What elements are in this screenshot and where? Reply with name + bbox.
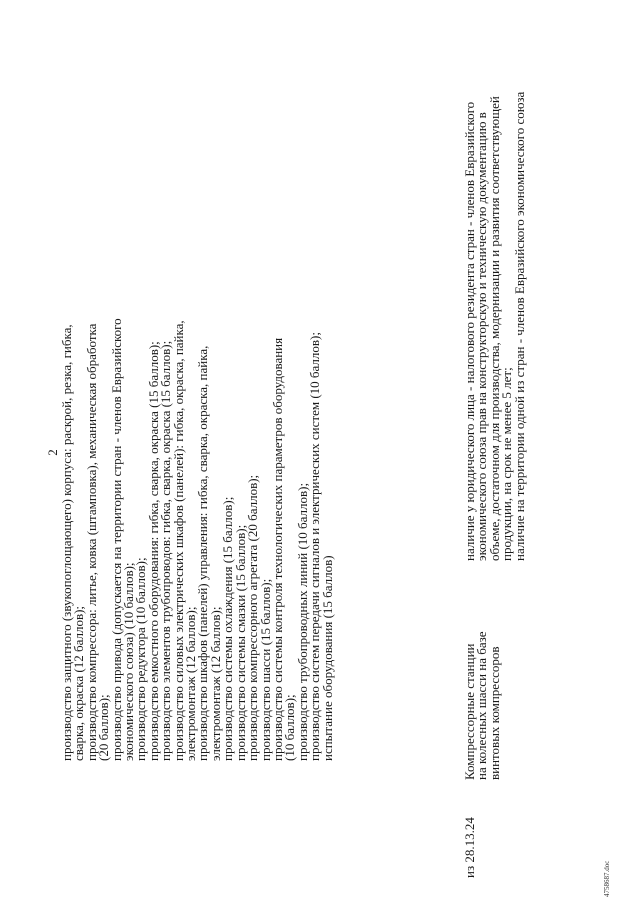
requirement-line: производство защитного (звукопоглощающего) корпуса: раскрой, резка, гибка,: [59, 324, 74, 761]
requirement-line: производство трубопроводных линий (10 баллов);: [294, 482, 310, 761]
requirement-line: производство силовых электрических шкафов (панелей): гибка, окраска, пайка,: [170, 320, 186, 761]
requirement-line: продукции, на срок не менее 5 лет;: [499, 367, 515, 561]
product-name-line: винтовых компрессоров: [486, 646, 502, 780]
requirements-row: [464, 16, 526, 561]
requirement-line: производство элементов трубопроводов: гибка, сварка, окраска (15 баллов);: [158, 340, 174, 761]
requirement-line: испытание оборудования (15 баллов): [319, 555, 335, 761]
requirement-line: электромонтаж (12 баллов);: [207, 606, 223, 761]
document-id: 4758687.doc: [603, 860, 611, 897]
requirement-line: производство редуктора (10 баллов);: [133, 557, 149, 761]
requirement-line: производство компрессора: литье, ковка (штамповка), механическая обработка: [83, 323, 99, 761]
requirement-line: экономического союза прав на конструкторскую и техническую документацию в: [474, 112, 490, 561]
requirement-line: производство систем передачи сигналов и электрических систем (10 баллов);: [307, 332, 323, 761]
requirement-line: производство шасси (15 баллов);: [257, 578, 273, 761]
requirements-continued: [61, 21, 334, 761]
requirement-line: производство шкафов (панелей) управления: гибка, сварка, окраска, пайка,: [195, 345, 211, 761]
requirement-line: производство емкостного оборудования: гибка, сварка, окраска (15 баллов);: [145, 341, 161, 761]
requirement-line: экономического союза) (10 баллов);: [121, 562, 137, 761]
requirement-line: (10 баллов);: [282, 694, 298, 761]
product-name-line: Компрессорные станции: [462, 643, 477, 780]
requirement-line: объеме, достаточном для производства, модернизации и развития соответствующей: [486, 96, 502, 561]
page-number: 2: [45, 449, 60, 456]
requirement-line: производство системы смазки (15 баллов);: [232, 524, 248, 761]
requirement-line: электромонтаж (12 баллов);: [183, 606, 199, 761]
requirement-line: производство компрессорного агрегата (20 баллов);: [245, 474, 261, 761]
requirement-line: наличие на территории одной из стран - членов Евразийского экономического союза: [511, 91, 527, 561]
requirement-line: наличие у юридического лица - налогового резидента стран - членов Евразийского: [462, 101, 477, 561]
requirement-line: сварка, окраска (12 баллов);: [71, 605, 87, 761]
requirement-line: производство системы контроля технологических параметров оборудования: [269, 337, 285, 761]
product-name: [464, 565, 501, 780]
product-code: из 28.13.24: [462, 817, 477, 878]
requirement-line: производство системы охлаждения (15 баллов);: [220, 496, 236, 761]
requirement-line: (20 баллов);: [96, 694, 112, 761]
requirement-line: производство привода (допускается на территории стран - членов Евразийского: [108, 318, 124, 761]
product-name-line: на колесных шасси на базе: [474, 631, 490, 780]
